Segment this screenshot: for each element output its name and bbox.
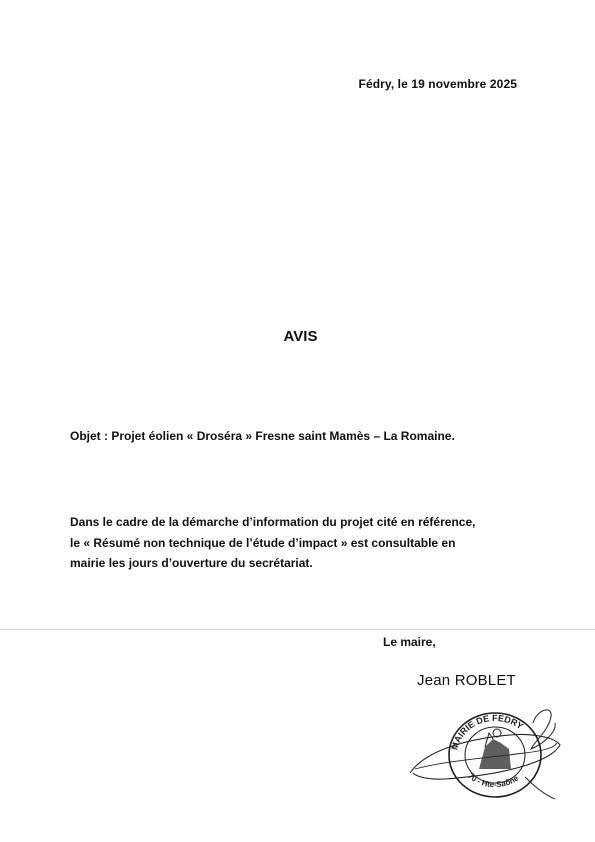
stamp-top-text: MAIRIE DE FEDRY [449,712,525,752]
closing-line: Le maire, [383,635,436,649]
date-line: Fédry, le 19 novembre 2025 [358,77,517,91]
body-line-3: mairie les jours d’ouverture du secrétariat. [70,556,313,570]
signer-name: Jean ROBLET [417,672,516,689]
body-line-1: Dans le cadre de la démarche d’information du projet cité en référence, [70,515,476,529]
official-stamp-signature [405,703,565,803]
notice-title: AVIS [283,328,318,345]
body-line-2: le « Résumé non technique de l’étude d’impact » est consultable en [70,535,456,550]
svg-text:70 - Hte-Saône [466,771,521,789]
scan-fold-line [0,629,595,630]
stamp-bottom-text: 70 - Hte-Saône [466,771,521,790]
body-paragraph [70,512,550,574]
object-line: Objet : Projet éolien « Droséra » Fresne saint Mamès – La Romaine. [70,429,455,443]
